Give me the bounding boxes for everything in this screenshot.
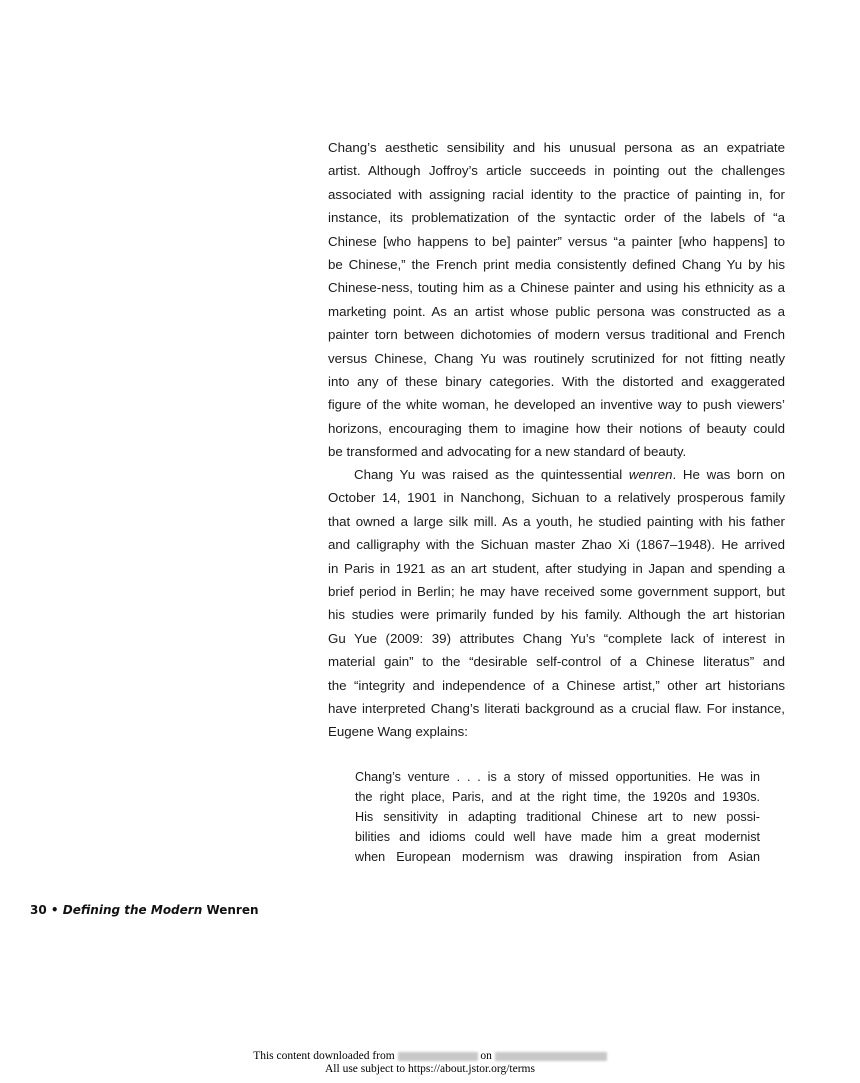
jstor-notice: [0, 1050, 860, 1076]
body-paragraph-1: [328, 136, 785, 463]
paragraph-line: Chinese-ness, touting him as a Chinese painter and using his ethnicity as a: [328, 280, 785, 296]
paragraph-lines: [328, 486, 785, 743]
paragraph-line: His sensitivity in adapting traditional Chinese art to new possi-: [355, 810, 760, 824]
paragraph-line: the “integrity and independence of a Chinese artist,” other art historians: [328, 677, 785, 693]
download-line: [0, 1050, 860, 1063]
paragraph-line: artist. Although Joffroy’s article succeeds in pointing out the challenges: [328, 163, 785, 179]
paragraph-line: material gain” to the “desirable self-control of a Chinese literatus” and: [328, 654, 785, 670]
paragraph-line: be transformed and advocating for a new standard of beauty.: [328, 444, 687, 460]
running-footer: [30, 903, 259, 917]
paragraph-line: October 14, 1901 in Nanchong, Sichuan to a relatively prosperous family: [328, 490, 785, 506]
terms-line: All use subject to https://about.jstor.org/terms: [325, 1063, 535, 1075]
paragraph-line: Chang’s venture . . . is a story of missed opportunities. He was in: [355, 770, 760, 784]
paragraph-line: [328, 463, 785, 486]
redacted-date: [495, 1052, 607, 1061]
paragraph-line: brief period in Berlin; he may have received some government support, but: [328, 583, 785, 599]
paragraph-line: in Paris in 1921 as an art student, after studying in Japan and spending a: [328, 560, 785, 576]
redacted-ip: [398, 1052, 478, 1061]
text-run: Chang Yu was raised as the quintessential: [354, 467, 629, 482]
paragraph-line: Chang’s aesthetic sensibility and his unusual persona as an expatriate: [328, 140, 785, 155]
book-title-part: Modern: [150, 903, 203, 917]
body-paragraph-2: [328, 463, 785, 744]
download-text: on: [480, 1050, 492, 1062]
page-number: 30: [30, 903, 47, 917]
paragraph-line: figure of the white woman, he developed an inventive way to push viewers’: [328, 397, 785, 413]
paragraph-line: into any of these binary categories. With the distorted and exaggerated: [328, 373, 785, 389]
paragraph-line: Gu Yue (2009: 39) attributes Chang Yu’s “complete lack of interest in: [328, 630, 785, 646]
paragraph-line: Eugene Wang explains:: [328, 724, 468, 740]
paragraph-line: that owned a large silk mill. As a youth, he studied painting with his father: [328, 513, 785, 529]
paragraph-line: bilities and idioms could well have made him a great modernist: [355, 830, 760, 844]
paragraph-line: be Chinese,” the French print media consistently defined Chang Yu by his: [328, 256, 785, 272]
bullet: •: [50, 903, 59, 917]
block-quote: [355, 767, 760, 867]
italic-term: wenren: [628, 467, 673, 482]
book-title-part: Defining the: [62, 903, 147, 917]
paragraph-line: instance, its problematization of the syntactic order of the labels of “a: [328, 210, 785, 226]
text-run: . He was born on: [672, 467, 785, 482]
paragraph-line: marketing point. As an artist whose public persona was constructed as a: [328, 303, 785, 319]
paragraph-line: associated with assigning racial identity to the practice of painting in, for: [328, 186, 785, 202]
paragraph-line: the right place, Paris, and at the right time, the 1920s and 1930s.: [355, 790, 760, 804]
paragraph-line: and calligraphy with the Sichuan master Zhao Xi (1867–1948). He arrived: [328, 537, 785, 553]
paragraph-line: Chinese [who happens to be] painter” versus “a painter [who happens] to: [328, 233, 785, 249]
book-title-part: Wenren: [206, 903, 259, 917]
paragraph-line: painter torn between dichotomies of modern versus traditional and French: [328, 327, 785, 343]
paragraph-line: have interpreted Chang’s literati background as a crucial flaw. For instance,: [328, 700, 785, 716]
paragraph-line: horizons, encouraging them to imagine how their notions of beauty could: [328, 420, 785, 436]
paragraph-line: when European modernism was drawing inspiration from Asian: [355, 850, 760, 864]
download-text: This content downloaded from: [253, 1050, 395, 1062]
paragraph-line: his studies were primarily funded by his family. Although the art historian: [328, 607, 785, 623]
paragraph-line: versus Chinese, Chang Yu was routinely scrutinized for not fitting neatly: [328, 350, 785, 366]
